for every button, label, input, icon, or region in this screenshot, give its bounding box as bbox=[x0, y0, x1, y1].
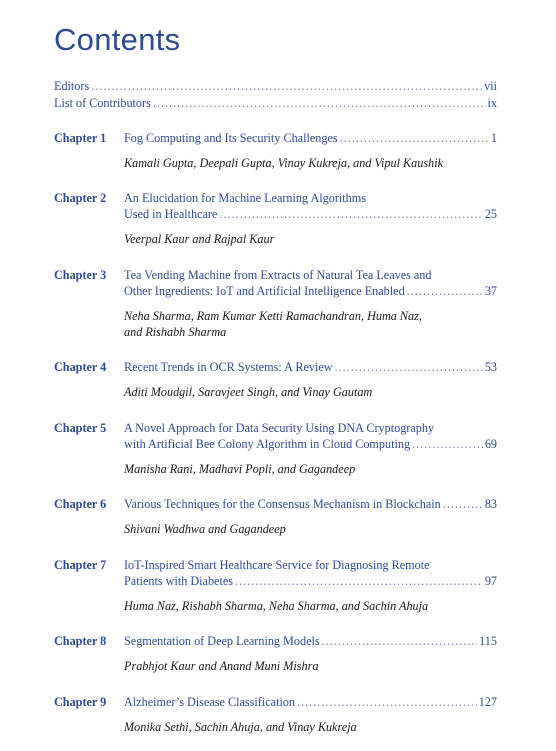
chapter-authors: Shivani Wadhwa and Gagandeep bbox=[124, 522, 286, 536]
chapter-authors: Prabhjot Kaur and Anand Muni Mishra bbox=[124, 659, 319, 673]
entry-label: List of Contributors bbox=[54, 96, 151, 110]
dot-leader bbox=[91, 78, 482, 94]
chapter-label: Chapter 6 bbox=[54, 497, 107, 511]
dot-leader bbox=[443, 496, 483, 512]
dot-leader bbox=[407, 283, 483, 299]
dot-leader bbox=[235, 573, 483, 589]
chapter-page: 69 bbox=[484, 437, 497, 451]
entry-page: vii bbox=[484, 79, 497, 93]
chapter-authors: Neha Sharma, Ram Kumar Ketti Ramachandran, Huma Naz, and Rishabh Sharma bbox=[124, 309, 422, 339]
chapter-label: Chapter 3 bbox=[54, 268, 107, 282]
entry-page: ix bbox=[487, 96, 497, 110]
dot-leader bbox=[335, 359, 483, 375]
chapter-title-line: Tea Vending Machine from Extracts of Natural Tea Leaves and bbox=[124, 268, 432, 282]
chapter-page: 115 bbox=[479, 634, 497, 648]
dot-leader bbox=[412, 436, 483, 452]
chapter-page: 97 bbox=[484, 574, 497, 588]
chapter-page: 37 bbox=[484, 284, 497, 298]
dot-leader bbox=[219, 206, 482, 222]
chapter-title: Other Ingredients: IoT and Artificial Intelligence Enabled ..... 37 bbox=[124, 283, 497, 299]
chapter-authors: Monika Sethi, Sachin Ahuja, and Vinay Kukreja bbox=[124, 720, 357, 734]
chapter-label: Chapter 8 bbox=[54, 634, 107, 648]
chapter-title: Fog Computing and Its Security Challenges ..... 1 bbox=[124, 130, 497, 146]
chapter-title-line: IoT-Inspired Smart Healthcare Service for Diagnosing Remote bbox=[124, 558, 430, 572]
chapter-label: Chapter 2 bbox=[54, 191, 107, 205]
chapter-title: Alzheimer’s Disease Classification ..... 127 bbox=[124, 694, 497, 710]
toc-entry-contributors[interactable] bbox=[54, 95, 497, 112]
chapter-page: 1 bbox=[490, 131, 497, 145]
chapter-title: Segmentation of Deep Learning Models ..... 115 bbox=[124, 633, 497, 649]
dot-leader bbox=[322, 633, 478, 649]
chapter-page: 127 bbox=[478, 695, 497, 709]
dot-leader bbox=[297, 694, 477, 710]
dot-leader bbox=[340, 130, 489, 146]
front-matter bbox=[54, 78, 497, 112]
chapter-page: 25 bbox=[484, 207, 497, 221]
chapter-page: 53 bbox=[484, 360, 497, 374]
chapter-authors: Manisha Rani, Madhavi Popli, and Gagandeep bbox=[124, 462, 356, 476]
chapter-authors: Kamali Gupta, Deepali Gupta, Vinay Kukreja, and Vipul Kaushik bbox=[124, 156, 443, 170]
chapter-title: with Artificial Bee Colony Algorithm in Cloud Computing ..... 69 bbox=[124, 436, 497, 452]
chapter-title-line: A Novel Approach for Data Security Using DNA Cryptography bbox=[124, 421, 435, 435]
chapter-label: Chapter 9 bbox=[54, 695, 107, 709]
toc-entry-editors[interactable] bbox=[54, 78, 497, 95]
chapter-title: Recent Trends in OCR Systems: A Review ..... 53 bbox=[124, 359, 497, 375]
chapter-authors: Aditi Moudgil, Saravjeet Singh, and Vinay Gautam bbox=[124, 385, 373, 399]
chapter-label: Chapter 4 bbox=[54, 360, 107, 374]
chapter-authors: Huma Naz, Rishabh Sharma, Neha Sharma, and Sachin Ahuja bbox=[124, 599, 429, 613]
chapter-title-line: An Elucidation for Machine Learning Algorithms bbox=[124, 191, 366, 205]
chapter-page: 83 bbox=[484, 497, 497, 511]
dot-leader bbox=[153, 95, 486, 111]
chapter-title: Various Techniques for the Consensus Mechanism in Blockchain ..... 83 bbox=[124, 496, 497, 512]
chapter-title: Patients with Diabetes ..... 97 bbox=[124, 573, 497, 589]
chapter-label: Chapter 5 bbox=[54, 421, 107, 435]
chapter-label: Chapter 1 bbox=[54, 131, 107, 145]
chapter-title: Used in Healthcare ..... 25 bbox=[124, 206, 497, 222]
chapter-label: Chapter 7 bbox=[54, 558, 107, 572]
page-title: Contents bbox=[54, 22, 181, 57]
entry-label: Editors bbox=[54, 79, 90, 93]
chapter-authors: Veerpal Kaur and Rajpal Kaur bbox=[124, 232, 275, 246]
